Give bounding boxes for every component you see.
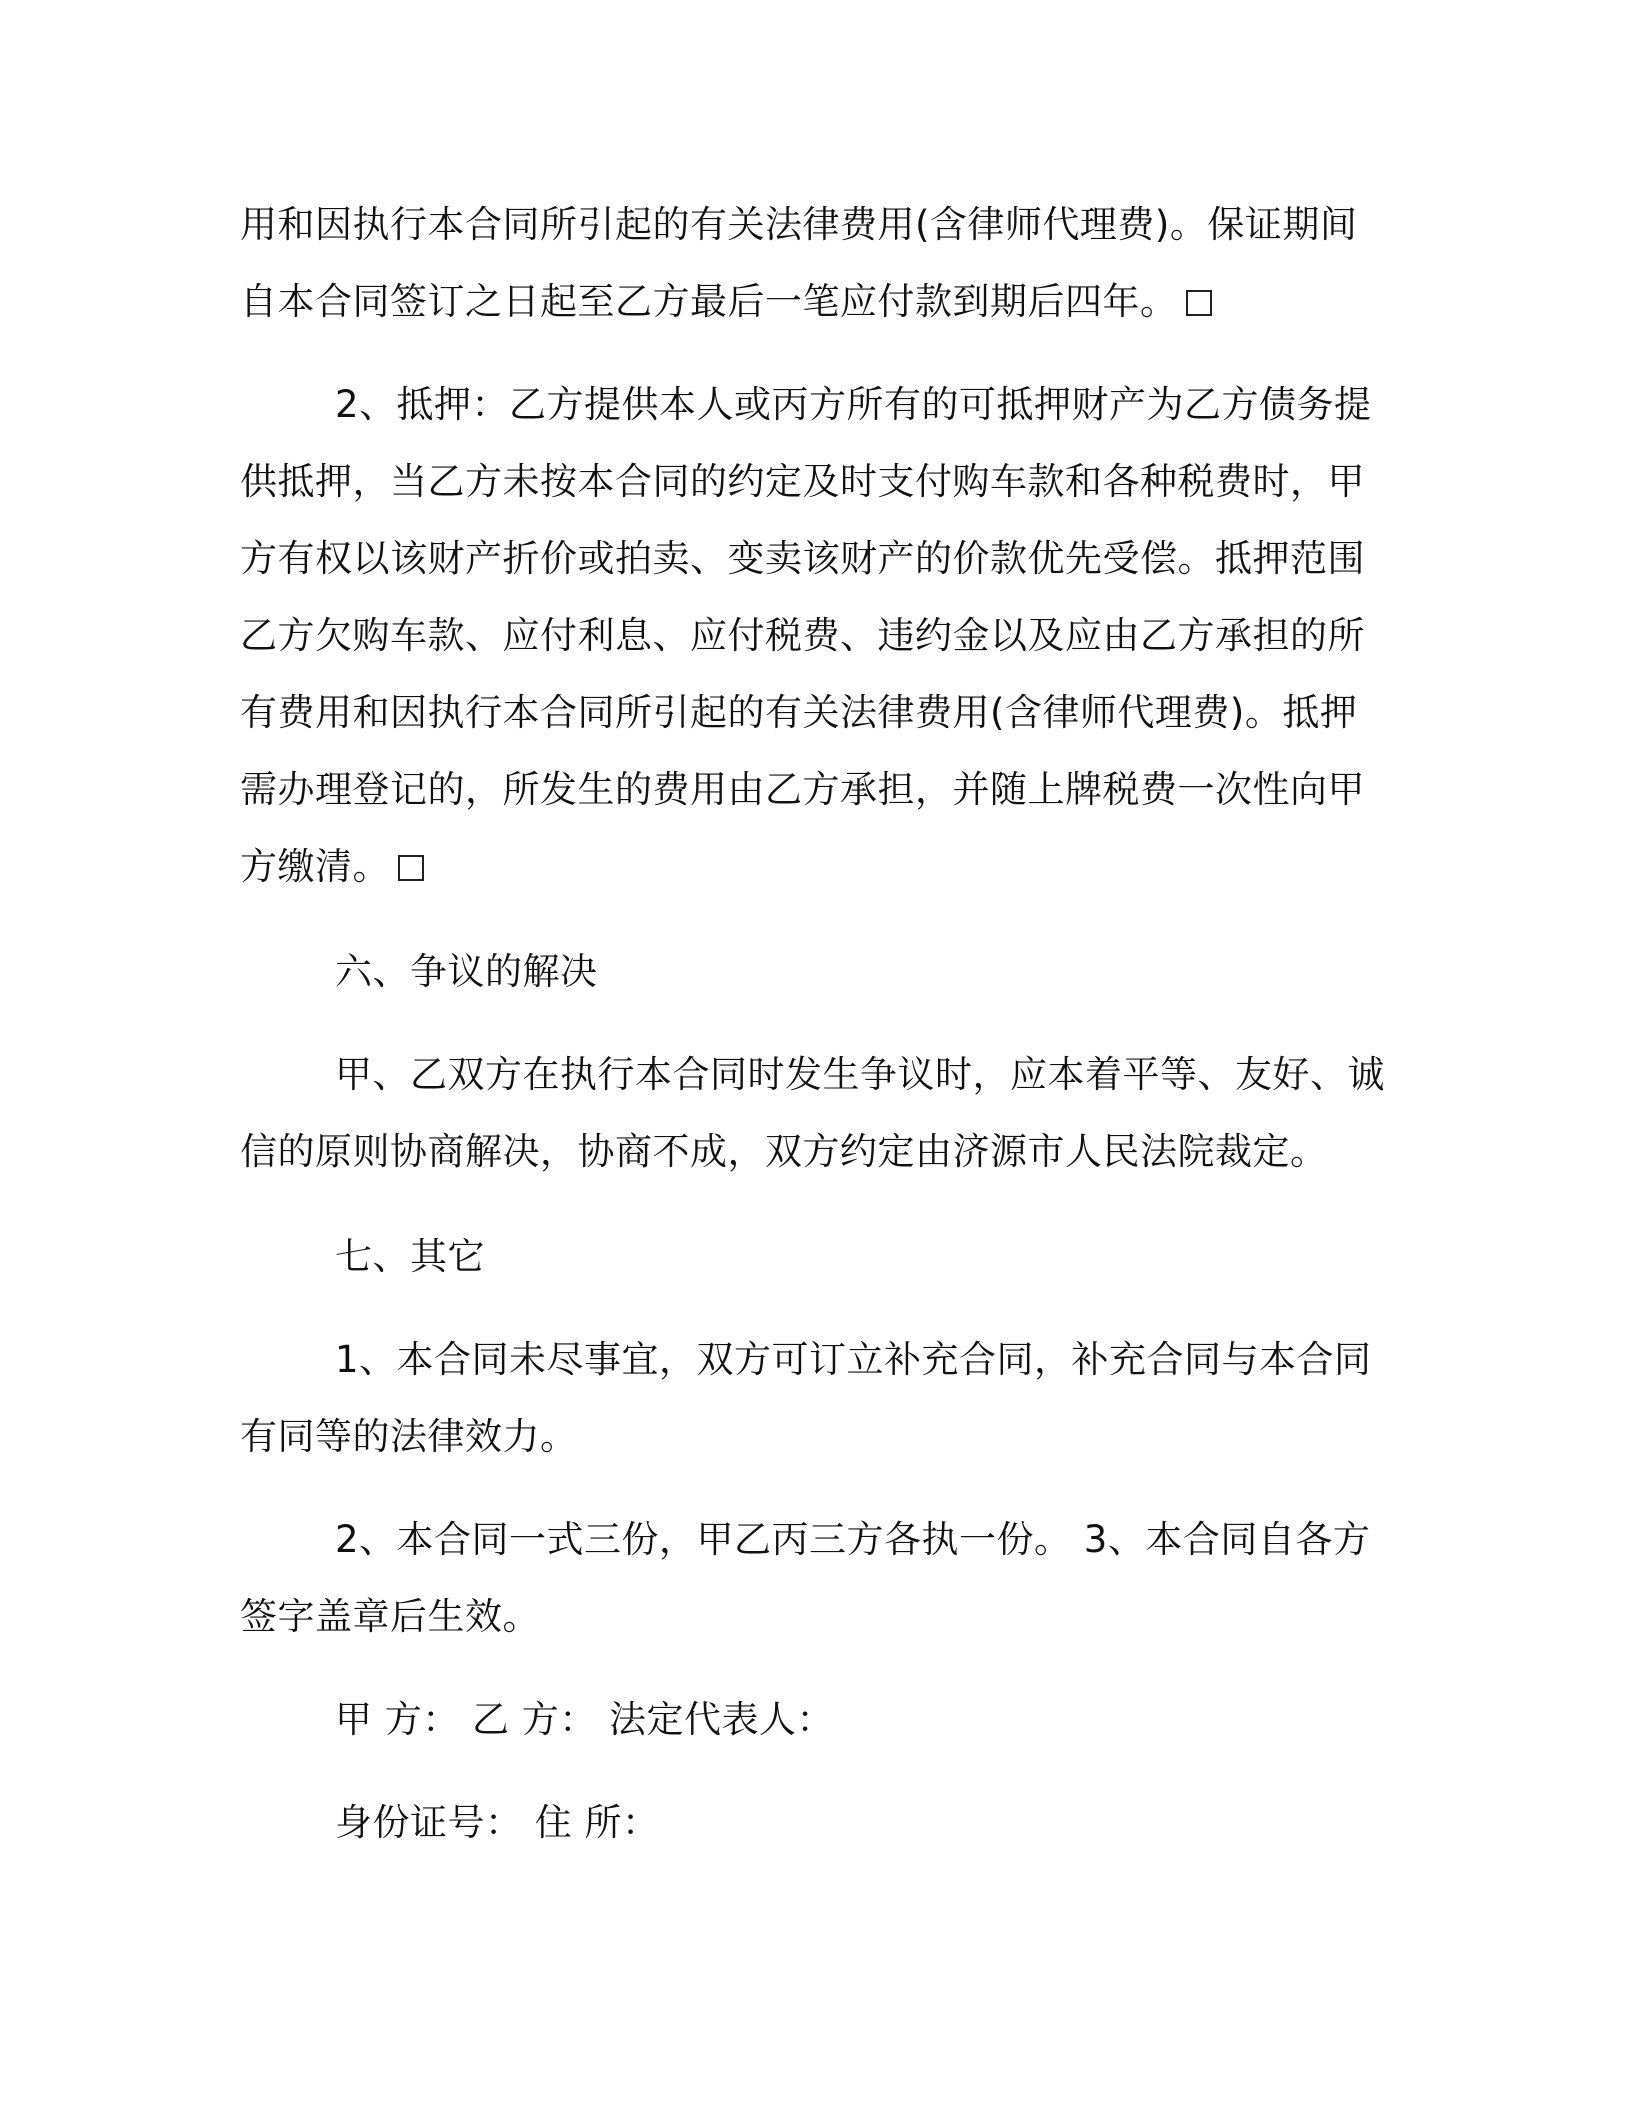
other-clause-1: 1、本合同未尽事宜，双方可订立补充合同，补充合同与本合同有同等的法律效力。 <box>240 1338 1372 1458</box>
document-body <box>240 186 1390 1861</box>
dispute-clause: 甲、乙双方在执行本合同时发生争议时，应本着平等、友好、诚信的原则协商解决，协商不成，双方约定由济源市人民法院裁定。 <box>240 1053 1385 1173</box>
section-heading-dispute: 六、争议的解决 <box>335 950 598 993</box>
checkbox-icon <box>1186 290 1212 316</box>
mortgage-clause: 2、抵押：乙方提供本人或丙方所有的可抵押财产为乙方债务提供抵押，当乙方未按本合同的约定及时支付购车款和各种税费时，甲方有权以该财产折价或拍卖、变卖该财产的价款优先受偿。抵押范围乙方欠购车款、应付利息、应付税费、违约金以及应由乙方承担的所有费用和因执行本合同所引起的有关法律费用(含律师代理费)。抵押需办理登记的，所发生的费用由乙方承担，并随上牌税费一次性向甲方缴清。 <box>240 383 1372 888</box>
checkbox-icon <box>398 855 424 881</box>
section-heading-other: 七、其它 <box>335 1235 485 1278</box>
signature-parties-line: 甲 方： 乙 方： 法定代表人： <box>335 1698 835 1741</box>
signature-id-address-line: 身份证号： 住 所： <box>335 1801 660 1844</box>
other-clause-2-3: 2、本合同一式三份，甲乙丙三方各执一份。 3、本合同自各方签字盖章后生效。 <box>240 1518 1371 1638</box>
guarantee-clause-continuation: 用和因执行本合同所引起的有关法律费用(含律师代理费)。保证期间自本合同签订之日起至乙方最后一笔应付款到期后四年。 <box>240 203 1358 323</box>
